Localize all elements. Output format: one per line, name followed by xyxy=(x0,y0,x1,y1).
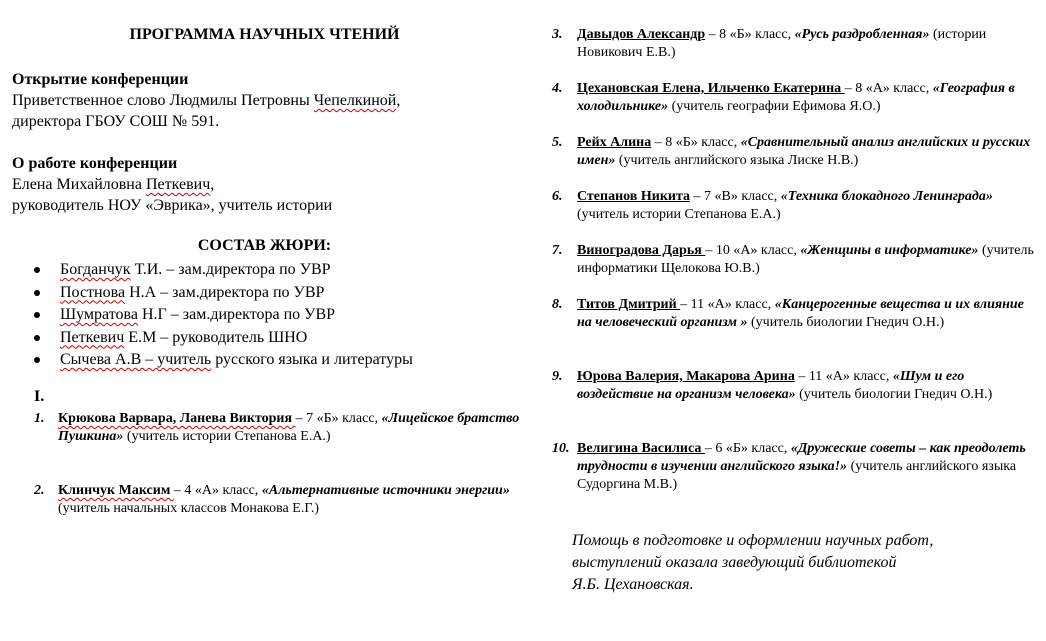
item-body xyxy=(577,242,1039,278)
item-number: 1. xyxy=(34,411,45,426)
jury-member-name: Богданчук xyxy=(60,261,131,278)
item-grade: – 7 «В» класс, xyxy=(690,189,781,204)
item-topic: «Альтернативные источники энергии» xyxy=(261,483,510,498)
jury-member xyxy=(12,304,413,327)
item-body xyxy=(577,80,1039,116)
item-body xyxy=(577,26,1039,62)
item-grade: – 8 «Б» класс, xyxy=(705,27,795,42)
item-number: 7. xyxy=(552,243,563,258)
about-line-1-a: Елена Михайловна xyxy=(12,176,146,193)
jury-heading: СОСТАВ ЖЮРИ: xyxy=(197,237,332,254)
item-participants: Рейх Алина xyxy=(577,135,652,150)
item-grade: – 7 «Б» класс, xyxy=(295,411,382,426)
opening-line-1-a: Приветственное слово Людмилы Петровны xyxy=(12,92,314,109)
item-teacher: (учитель истории Степанова Е.А.) xyxy=(123,429,331,444)
jury-member-name: Постнова xyxy=(60,283,126,301)
item-body xyxy=(577,368,1039,404)
jury-member-role: Т.И. – зам.директора по УВР xyxy=(130,261,331,278)
opening-line-1 xyxy=(12,90,400,111)
opening-line-1-c: , xyxy=(396,92,401,109)
item-teacher: (учитель биологии Гнедич О.Н.) xyxy=(795,387,993,402)
item-participants: Цехановская Елена, Ильченко Екатерина xyxy=(577,81,845,96)
jury-member-role: Н.Г – зам.директора по УВР xyxy=(137,306,336,323)
item-number: 6. xyxy=(552,189,563,204)
about-line-1-b: Петкевич xyxy=(145,176,211,193)
item-number: 9. xyxy=(552,369,563,384)
jury-member xyxy=(12,259,413,282)
item-teacher: (учитель информатики Щелокова Ю.В.) xyxy=(577,243,1034,276)
item-teacher: (учитель начальных классов Монакова Е.Г.) xyxy=(58,501,319,516)
item-number: 8. xyxy=(552,297,563,312)
item-grade: – 11 «А» класс, xyxy=(794,369,893,384)
item-teacher: (учитель географии Ефимова Я.О.) xyxy=(668,99,881,114)
item-participants: Юрова Валерия, Макарова Арина xyxy=(577,369,795,384)
item-body xyxy=(577,134,1039,170)
about-line-2: руководитель НОУ «Эврика», учитель истории xyxy=(12,197,333,214)
item-number: 3. xyxy=(552,27,563,42)
jury-member-name: Шумратова xyxy=(60,306,138,323)
item-number: 10. xyxy=(552,441,570,456)
item-teacher: (истории Новикович Е.В.) xyxy=(577,27,987,60)
item-topic: «Сравнительный анализ английских и русских имен» xyxy=(577,135,1031,168)
item-topic: «География в холодильнике» xyxy=(577,81,1015,114)
item-body xyxy=(577,188,1039,224)
item-participants: Виноградова Дарья xyxy=(577,243,706,258)
item-participants: Степанов Никита xyxy=(577,189,690,204)
item-grade: – 10 «А» класс, xyxy=(705,243,801,258)
opening-line-2: директора ГБОУ СОШ № 591. xyxy=(12,113,220,130)
item-number: 5. xyxy=(552,135,563,150)
item-number: 2. xyxy=(34,483,45,498)
item-topic: «Лицейское братство Пушкина» xyxy=(58,411,520,444)
jury-member xyxy=(12,349,413,372)
bullet-icon xyxy=(34,290,40,296)
item-participants: Велигина Василиса xyxy=(577,441,705,456)
item-participants: Клинчук Максим xyxy=(58,483,174,498)
bullet-icon xyxy=(34,267,40,273)
item-body xyxy=(58,410,520,446)
item-participants: Крюкова Варвара, Ланева Виктория xyxy=(58,411,296,426)
opening-line-1-b: Чепелкиной xyxy=(313,92,397,109)
item-topic: «Шум и его воздействие на организм человека» xyxy=(577,369,965,402)
jury-member-role: Е.М – руководитель ШНО xyxy=(124,328,308,346)
jury-member-role: русского языка и литературы xyxy=(211,351,413,368)
item-topic: «Дружеские советы – как преодолеть трудности в изучении английского языка!» xyxy=(577,441,1026,474)
bullet-icon xyxy=(34,357,40,363)
about-line-1-c: , xyxy=(210,176,215,193)
item-participants: Титов Дмитрий xyxy=(577,297,681,312)
about-line-1 xyxy=(12,174,214,195)
item-topic: «Техника блокадного Ленинграда» xyxy=(780,189,993,204)
section-label: I. xyxy=(34,388,45,405)
item-number: 4. xyxy=(552,81,563,96)
item-grade: – 8 «А» класс, xyxy=(844,81,933,96)
item-topic: «Женщины в информатике» xyxy=(800,243,979,258)
jury-list xyxy=(12,259,413,372)
jury-member-name: Петкевич xyxy=(60,328,125,346)
opening-heading: Открытие конференции xyxy=(12,71,189,88)
acknowledgement-line-2: выступлений оказала заведующий библиотекой xyxy=(572,554,897,571)
acknowledgement-line-3: Я.Б. Цехановская. xyxy=(572,576,694,593)
jury-member-role: Н.А – зам.директора по УВР xyxy=(125,283,325,301)
item-grade: – 8 «Б» класс, xyxy=(651,135,741,150)
item-grade: – 4 «А» класс, xyxy=(173,483,262,498)
item-grade: – 6 «Б» класс, xyxy=(704,441,791,456)
jury-member xyxy=(12,327,413,350)
item-participants: Давыдов Александр xyxy=(577,27,706,42)
item-teacher: (учитель истории Степанова Е.А.) xyxy=(577,207,781,222)
page-title: ПРОГРАММА НАУЧНЫХ ЧТЕНИЙ xyxy=(129,26,400,43)
item-body xyxy=(58,482,520,518)
bullet-icon xyxy=(34,312,40,318)
jury-member-name: Сычева А.В – учитель xyxy=(60,351,212,368)
item-teacher: (учитель биологии Гнедич О.Н.) xyxy=(747,315,945,330)
item-topic: «Русь раздробленная» xyxy=(794,27,930,42)
jury-member xyxy=(12,282,413,305)
acknowledgement-line-1: Помощь в подготовке и оформлении научных работ, xyxy=(572,532,934,549)
about-heading: О работе конференции xyxy=(12,155,178,172)
item-body xyxy=(577,296,1039,332)
item-grade: – 11 «А» класс, xyxy=(680,297,775,312)
item-topic: «Канцерогенные вещества и их влияние на человеческий организм » xyxy=(577,297,1024,330)
item-body xyxy=(577,440,1039,494)
item-teacher: (учитель английского языка Судоргина М.В.) xyxy=(577,459,1017,492)
item-teacher: (учитель английского языка Лиске Н.В.) xyxy=(615,153,859,168)
acknowledgement xyxy=(572,530,1032,596)
bullet-icon xyxy=(34,335,40,341)
